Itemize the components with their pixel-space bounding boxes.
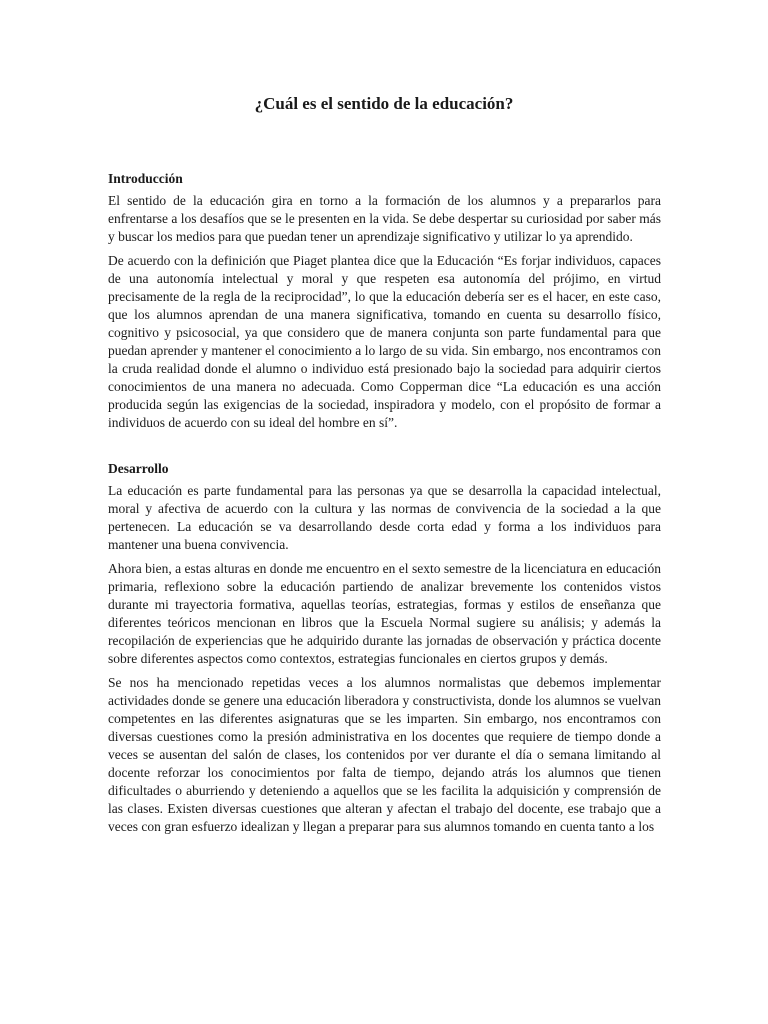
section-heading-desarrollo: Desarrollo: [108, 461, 169, 476]
document-title: ¿Cuál es el sentido de la educación?: [254, 94, 514, 113]
document-body: [108, 170, 661, 842]
section-heading-introduccion: Introducción: [108, 171, 183, 186]
paragraph: Se nos ha mencionado repetidas veces a los alumnos normalistas que debemos implementar actividades donde se genere una educación liberadora y constructivista, donde los alumnos se vuelvan competentes en las diferentes asignaturas que se les imparten. Sin embargo, nos encontramos con diversas cuestiones como la presión administrativa en los docentes que requiere de tiempo donde a veces se ausentan del salón de clases, los contenidos por ver durante el día o semana limitando al docente reforzar los conocimientos por falta de tiempo, dejando atrás los alumnos que tienen dificultades o aburriendo y deteniendo a aquellos que se les facilita la adquisición y comprensión de las clases. Existen diversas cuestiones que alteran y afectan el trabajo del docente, ese trabajo que a veces con gran esfuerzo idealizan y llegan a preparar para sus alumnos tomando en cuenta tanto a los: [108, 675, 661, 834]
paragraph: De acuerdo con la definición que Piaget plantea dice que la Educación “Es forjar individuos, capaces de una autonomía intelectual y moral y que respeten esa autonomía del prójimo, en virtud precisamente de la regla de la reciprocidad”, lo que la educación debería ser es el hacer, en este caso, que los alumnos aprendan de una manera significativa, tomando en cuenta su desarrollo físico, cognitivo y psicosocial, ya que considero que de manera conjunta son parte fundamental para que puedan aprender y mantener el conocimiento a lo largo de su vida. Sin embargo, nos encontramos con la cruda realidad donde el alumno o individuo está presionado bajo la sociedad para adquirir ciertos conocimientos de una manera no adecuada. Como Copperman dice “La educación es una acción producida según las exigencias de la sociedad, inspiradora y modelo, con el propósito de formar a individuos de acuerdo con su ideal del hombre en sí”.: [108, 253, 661, 430]
paragraph: Ahora bien, a estas alturas en donde me encuentro en el sexto semestre de la licenciatura en educación primaria, reflexiono sobre la educación partiendo de analizar brevemente los contenidos vistos durante mi trayectoria formativa, aquellas teorías, estrategias, formas y estilos de enseñanza que diferentes teóricos mencionan en libros que la Escuela Normal sugiere su análisis; y además la recopilación de experiencias que he adquirido durante las jornadas de observación y práctica docente sobre diferentes aspectos como contextos, estrategias funcionales en ciertos grupos y demás.: [108, 561, 661, 666]
section-spacer: [108, 438, 661, 460]
paragraph: La educación es parte fundamental para las personas ya que se desarrolla la capacidad intelectual, moral y afectiva de acuerdo con la cultura y las normas de convivencia de la sociedad a la que pertenecen. La educación se va desarrollando desde corta edad y forma a los individuos para mantener una buena convivencia.: [108, 483, 661, 552]
paragraph: El sentido de la educación gira en torno a la formación de los alumnos y a prepararlos para enfrentarse a los desafíos que se le presenten en la vida. Se debe despertar su curiosidad por saber más y buscar los medios para que puedan tener un aprendizaje significativo y utilizar lo ya aprendido.: [108, 193, 661, 244]
